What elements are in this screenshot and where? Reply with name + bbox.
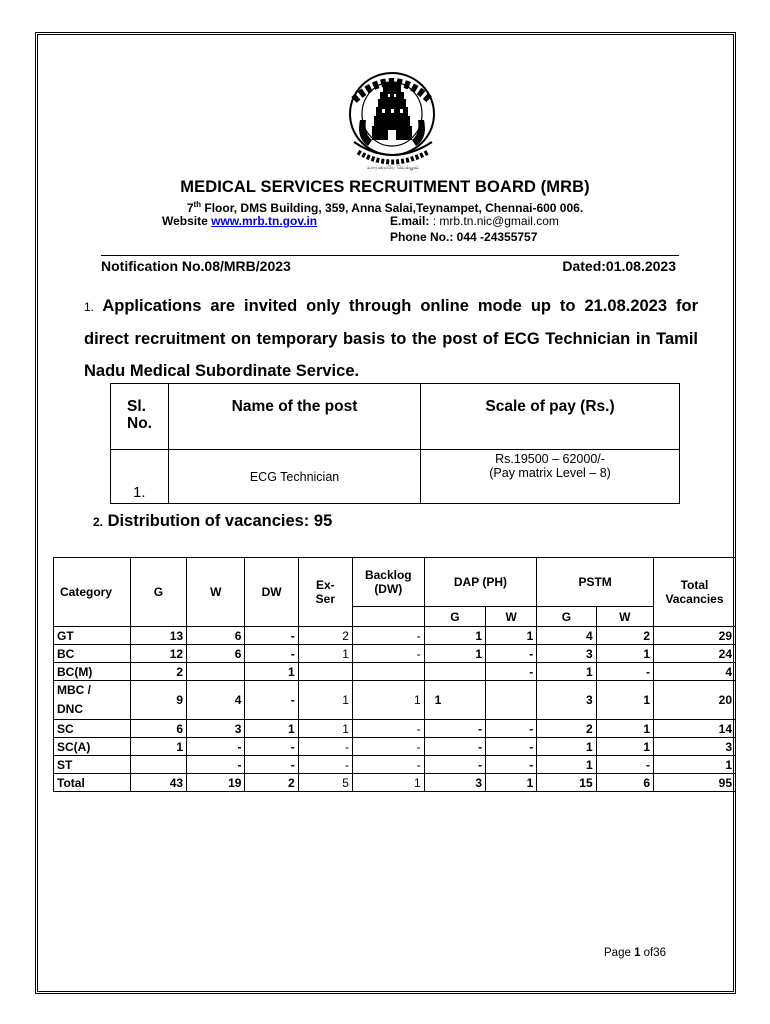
table-row: GT 13 6 - 2 - 1 1 4 2 29 <box>54 627 736 645</box>
table-row: MBC / DNC 9 4 - 1 1 1 3 1 20 <box>54 681 736 720</box>
post-table-header-name: Name of the post <box>169 384 421 450</box>
vac-header-dw: DW <box>245 558 298 627</box>
vac-header-pstm-w: W <box>596 607 653 627</box>
vac-header-dap: DAP (PH) <box>424 558 537 607</box>
post-sl: 1. <box>111 450 169 504</box>
page-number: Page 1 of36 <box>604 947 667 959</box>
vac-header-category: Category <box>54 558 131 627</box>
vac-header-pstm-g: G <box>537 607 596 627</box>
post-table <box>110 383 680 504</box>
vac-header-total: Total Vacancies <box>654 558 736 627</box>
vac-header-backlog: Backlog (DW) <box>352 558 424 607</box>
vac-header-g: G <box>130 558 186 627</box>
table-row: Total 43 19 2 5 1 3 1 15 6 95 <box>54 774 736 792</box>
website-line: Website www.mrb.tn.gov.in <box>162 214 318 228</box>
table-row: ST - - - - - - 1 - 1 <box>54 756 736 774</box>
post-name: ECG Technician <box>169 450 421 504</box>
table-row: BC(M) 2 1 - 1 - 4 <box>54 663 736 681</box>
board-title: MEDICAL SERVICES RECRUITMENT BOARD (MRB) <box>180 178 590 196</box>
table-row: SC(A) 1 - - - - - - 1 1 3 <box>54 738 736 756</box>
vac-header-w: W <box>187 558 245 627</box>
vac-header-dap-g: G <box>424 607 485 627</box>
email-line: E.mail: : mrb.tn.nic@gmail.com <box>390 214 559 228</box>
table-row: SC 6 3 1 1 - - - 2 1 14 <box>54 720 736 738</box>
vac-header-pstm: PSTM <box>537 558 654 607</box>
vac-header-dap-w: W <box>486 607 537 627</box>
vacancy-table <box>53 557 736 792</box>
board-address: 7th Floor, DMS Building, 359, Anna Salai,Teynampet, Chennai-600 006. <box>186 200 584 215</box>
post-table-header-pay: Scale of pay (Rs.) <box>421 384 680 450</box>
tamil-nadu-emblem <box>338 68 448 172</box>
distribution-heading: 2. Distribution of vacancies: 95 <box>93 512 333 530</box>
svg-text:வாய்மையே வெல்லும்: வாய்மையே வெல்லும் <box>367 165 419 171</box>
header-divider <box>101 255 679 256</box>
post-table-header-sl: Sl. No. <box>111 384 169 450</box>
notification-number: Notification No.08/MRB/2023 <box>101 258 291 274</box>
paragraph-1: 1. Applications are invited only through online mode up to 21.08.2023 for direct recruitment on temporary basis to the post of ECG Technician in Tamil Nadu Medical Subordinate Service. <box>84 297 698 380</box>
post-pay: Rs.19500 – 62000/- (Pay matrix Level – 8) <box>421 450 680 504</box>
vac-header-exser: Ex- Ser <box>298 558 352 627</box>
table-row: BC 12 6 - 1 - 1 - 3 1 24 <box>54 645 736 663</box>
vac-header-backlog-sub <box>352 607 424 627</box>
website-link[interactable]: www.mrb.tn.gov.in <box>211 214 318 228</box>
phone-line: Phone No.: 044 -24355757 <box>390 230 538 244</box>
notification-date: Dated:01.08.2023 <box>562 258 676 274</box>
